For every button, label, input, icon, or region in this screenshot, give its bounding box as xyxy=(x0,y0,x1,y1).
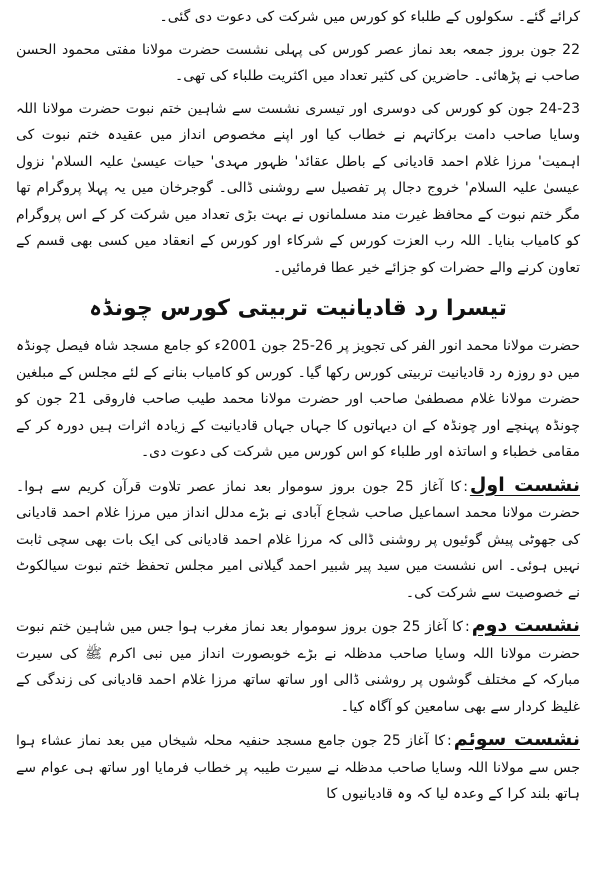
session-third xyxy=(16,726,580,808)
paragraph-course-intro: حضرت مولانا محمد انور الفر کی تجویز پر 26-25 جون 2001ء کو جامع مسجد شاہ فیصل چونڈہ میں دو روزہ رد قادیانیت تربیتی کورس رکھا گیا۔ کورس کو کامیاب بنانے کے لئے مجلس کے مبلغین حضرت مولانا غلام مصطفیٰ صاحب اور حضرت مولانا محمد طیب صاحب فاروقی 21 جون کو چونڈہ پہنچے اور چونڈہ کے ان دیہاتوں کا جہاں جہاں قادیانیت کے زیادہ اثرات ہیں دورہ کر کے مقامی خطباء و اساتذہ اور طلباء کو اس کورس میں شرکت کی دعوت دی۔ xyxy=(16,338,581,460)
paragraph-invitation: کرائے گئے۔ سکولوں کے طلباء کو کورس میں شرکت کی دعوت دی گئی۔ xyxy=(159,9,580,25)
paragraph-first-session: 22 جون بروز جمعہ بعد نماز عصر کورس کی پہلی نشست حضرت مولانا مفتی محمود الحسن صاحب نے پڑھائی۔ حاضرین کی کثیر تعداد میں اکثریت طلباء کی تھی۔ xyxy=(16,41,580,84)
session-second-text: کا آغاز 25 جون بروز سوموار بعد نماز مغرب ہوا جس میں شاہین ختم نبوت حضرت مولانا اللہ وسایا صاحب مدظلہ نے بڑے خوبصورت انداز میں نبی اکرم ﷺ کی سیرت مبارکہ کے مختلف گوشوں پر روشنی ڈالی اور ساتھ ساتھ مرزا غلام احمد قادیانی کی زندگی کے غلیظ کردار سے بھی سامعین کو آگاہ کیا۔ xyxy=(16,619,580,715)
paragraph-second-third-session: 24-23 جون کو کورس کی دوسری اور تیسری نشست سے شاہین ختم نبوت حضرت مولانا اللہ وسایا صاحب دامت برکاتہم نے خطاب کیا اور اپنے مخصوص انداز میں عقیدہ ختم نبوت کی اہمیت' مرزا غلام احمد قادیانی کے باطل عقائد' ظہور مہدی' حیات عیسیٰ علیہ السلام' نزول عیسیٰ علیہ السلام' خروج دجال پر تفصیل سے روشنی ڈالی۔ گوجرخان میں یہ پہلا پروگرام تھا مگر ختم نبوت کے محافظ غیرت مند مسلمانوں نے بہت بڑی تعداد میں شرکت کر کے اس پروگرام کو کامیاب بنایا۔ اللہ رب العزت کورس کے شرکاء اور کورس کے انعقاد میں کسی بھی قسم کے تعاون کرنے والے حضرات کو جزائے خیر عطا فرمائیں۔ xyxy=(16,100,580,276)
session-second-colon: : xyxy=(464,619,470,635)
session-second xyxy=(16,612,580,720)
session-first-title: نشست اول xyxy=(469,473,580,496)
section-heading: تیسرا رد قادیانیت تربیتی کورس چونڈہ xyxy=(89,296,507,321)
session-first-colon: : xyxy=(463,478,468,495)
session-third-colon: : xyxy=(447,733,452,749)
session-third-text: کا آغاز 25 جون جامع مسجد حنفیہ محلہ شیخاں میں بعد نماز عشاء ہوا جس سے مولانا اللہ وسایا صاحب مدظلہ نے سیرت طیبہ پر خطاب فرمایا اور ساتھ ہی عوام سے ہاتھ بلند کرا کے وعدہ لیا کہ وہ قادیانیوں کا xyxy=(16,733,580,802)
session-third-title: نشست سوئم xyxy=(453,728,580,750)
session-second-title: نشست دوم xyxy=(471,614,580,636)
session-first-text: کا آغاز 25 جون بروز سوموار بعد نماز عصر تلاوت قرآن کریم سے ہوا۔ حضرت مولانا محمد اسماعیل صاحب شجاع آبادی نے بڑے مدلل انداز میں مرزا غلام احمد قادیانی کی جھوٹی پیش گوئیوں پر روشنی ڈالی کہ مرزا غلام احمد قادیانی کی ایک بات بھی سچی ثابت نہیں ہوئی۔ اس نشست میں سید پیر شبیر احمد گیلانی امیر مجلس تحفظ ختم نبوت سیالکوٹ نے خصوصیت سے شرکت کی۔ xyxy=(16,478,580,601)
session-first xyxy=(16,472,580,607)
